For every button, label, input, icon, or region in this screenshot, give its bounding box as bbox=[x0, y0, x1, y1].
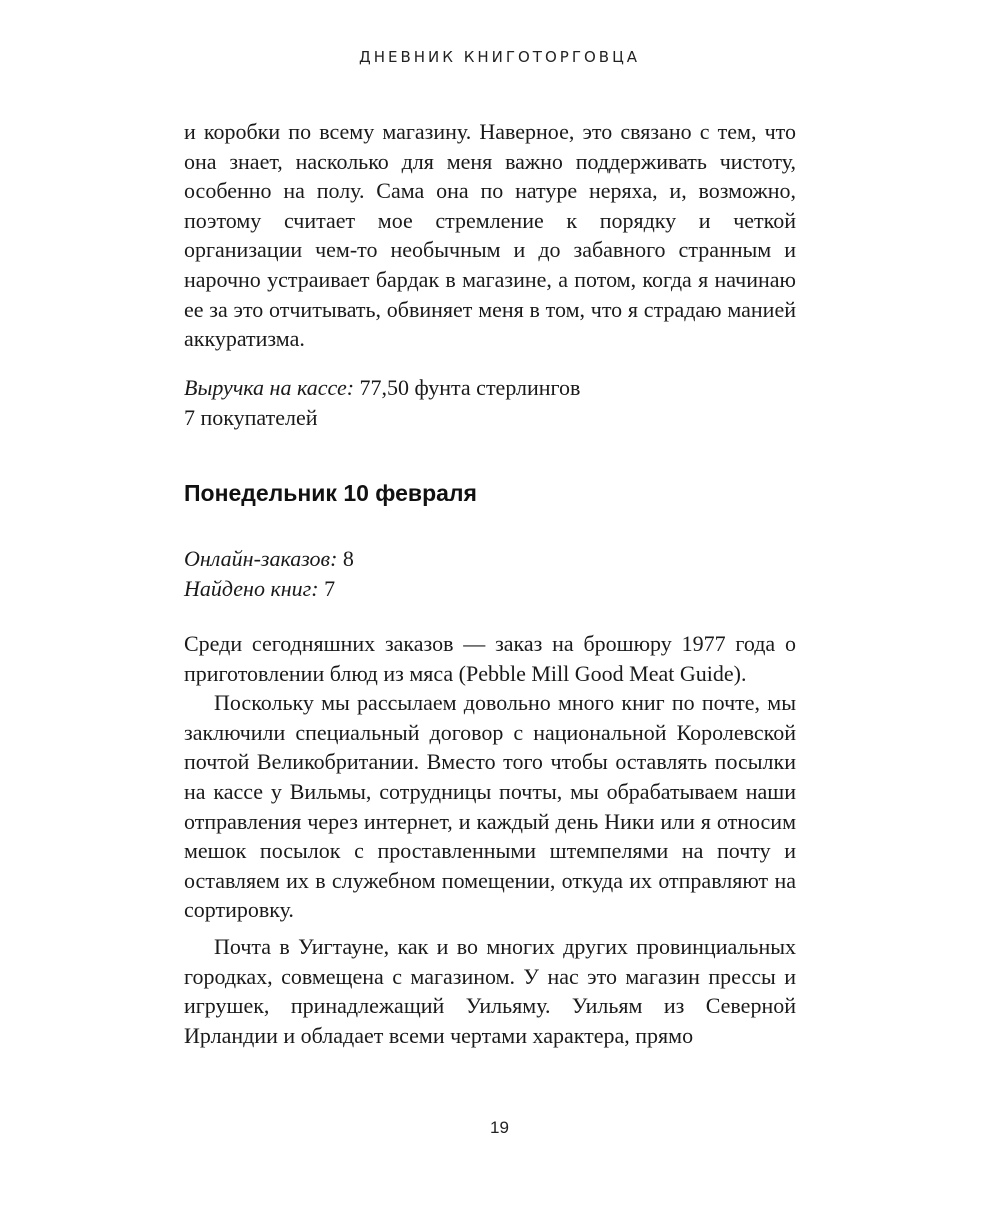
customers-line: 7 покупателей bbox=[184, 404, 318, 430]
orders-line bbox=[184, 544, 796, 574]
page-number: 19 bbox=[490, 1118, 509, 1137]
till-value: 77,50 фунта стерлингов bbox=[354, 375, 581, 400]
intro-section bbox=[184, 117, 796, 354]
body-paragraph: Почта в Уигтауне, как и во многих других провинциальных городках, совмещена с магазином. У нас это магазин прессы и игрушек, принадлежащий Уильяму. Уильям из Северной Ирландии и обладает всеми чертами характера, прямо bbox=[184, 933, 796, 1048]
orders-label: Онлайн-заказов: bbox=[184, 546, 338, 571]
found-line bbox=[184, 574, 796, 604]
till-line bbox=[184, 373, 796, 403]
day-stats bbox=[184, 544, 796, 603]
running-head: ДНЕВНИК КНИГОТОРГОВЦА bbox=[359, 48, 640, 66]
orders-value: 8 bbox=[337, 546, 354, 571]
day-heading: Понедельник 10 февраля bbox=[184, 480, 477, 506]
body-paragraph: Поскольку мы рассылаем довольно много книг по почте, мы заключили специальный договор с национальной Королевской почтой Великобритании. Вместо того чтобы оставлять посылки на кассе у Вильмы, сотрудницы почты, мы обрабатываем наши отправления через интернет, и каждый день Ники или я относим мешок посылок с проставленными штемпелями на почту и оставляем их в служебном помещении, откуда их отправляют на сортировку. bbox=[184, 690, 796, 923]
body-section bbox=[184, 629, 796, 1050]
till-label: Выручка на кассе: bbox=[184, 375, 355, 400]
till-summary bbox=[184, 373, 796, 432]
found-value: 7 bbox=[318, 575, 336, 601]
found-label: Найдено книг: bbox=[184, 575, 319, 601]
intro-paragraph: и коробки по всему магазину. Наверное, это связано с тем, что она знает, насколько для меня важно поддерживать чистоту, особенно на полу. Сама она по натуре неряха, и, возможно, поэтому считает мое стремление к порядку и четкой организации чем-то необычным и до забавного странным и нарочно устраивает бардак в магазине, а потом, когда я начинаю ее за это отчитывать, обвиняет меня в том, что я страдаю манией аккуратизма. bbox=[184, 119, 796, 352]
body-paragraph: Среди сегодняшних заказов — заказ на брошюру 1977 года о приготовлении блюд из мяса (Pebble Mill Good Meat Guide). bbox=[184, 631, 796, 686]
